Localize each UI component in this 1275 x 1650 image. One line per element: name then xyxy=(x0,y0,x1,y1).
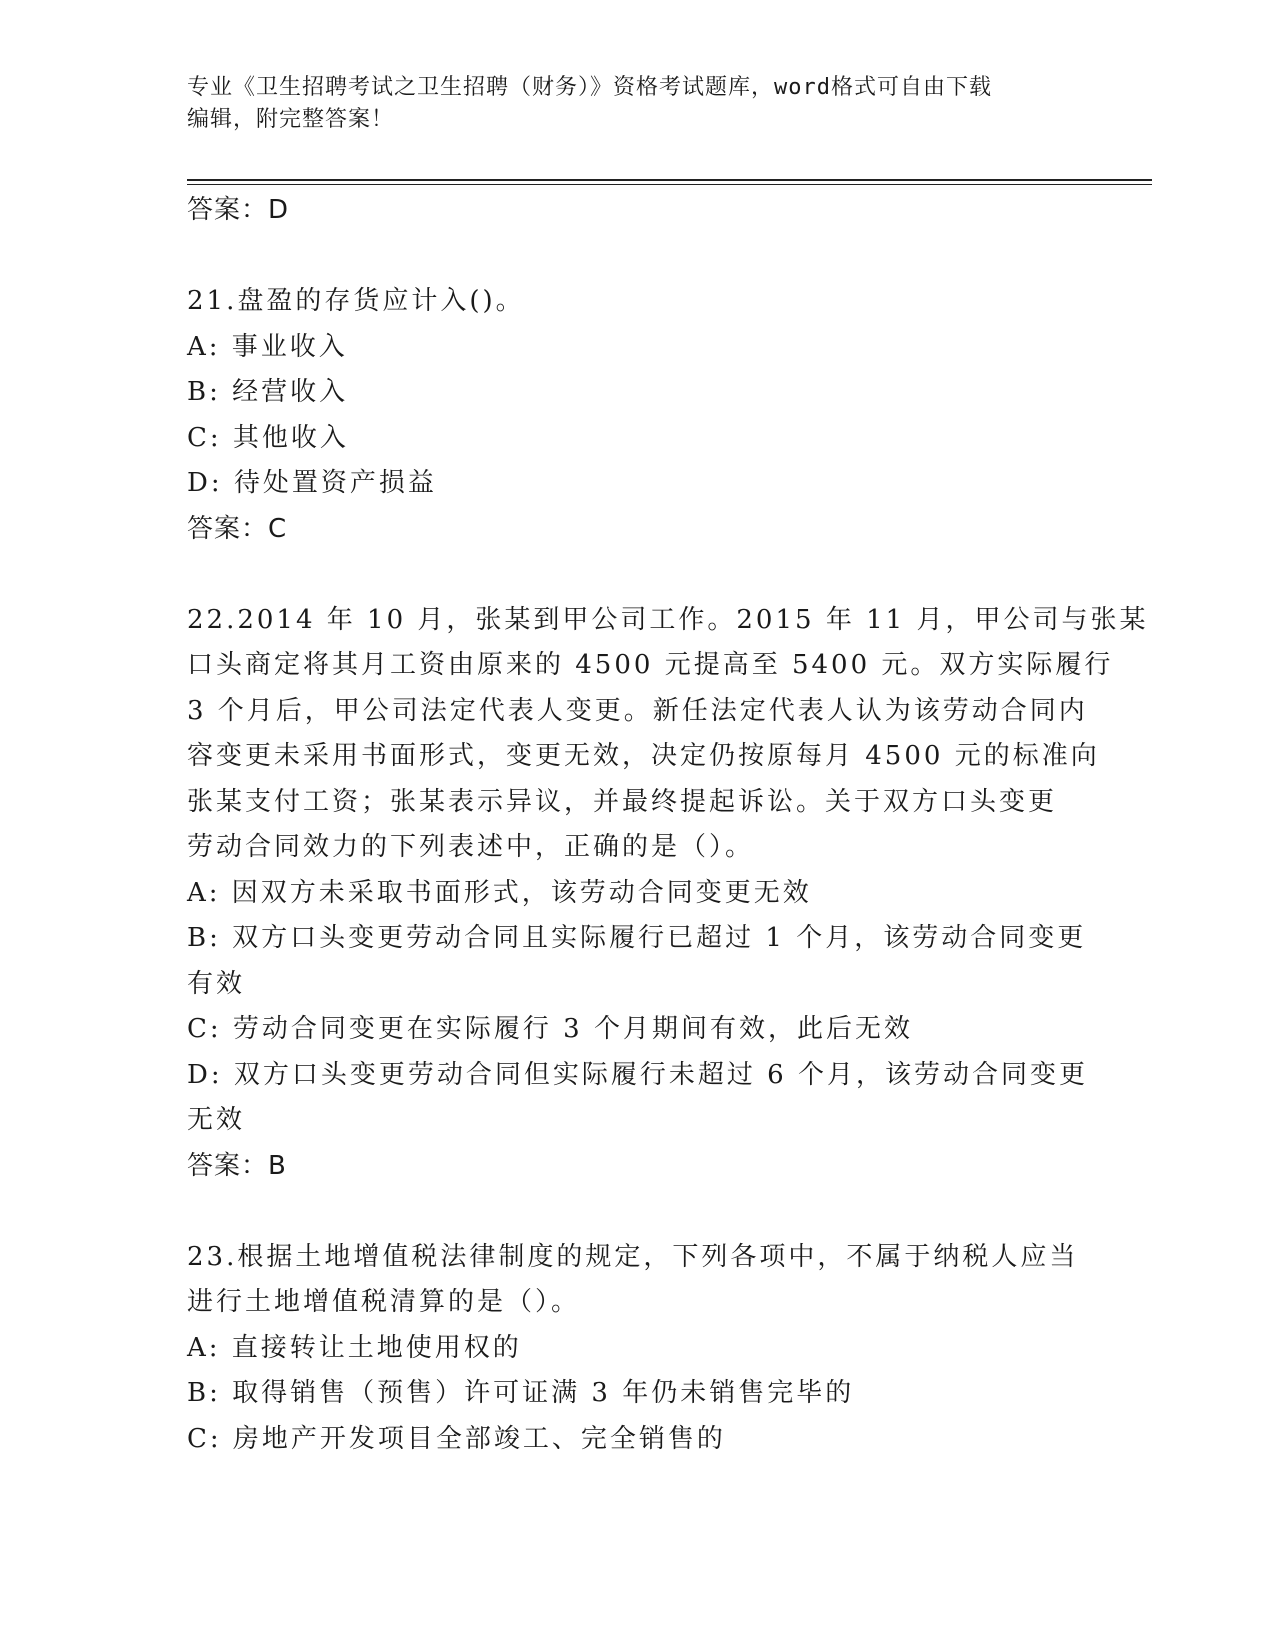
spacer xyxy=(187,552,1087,598)
option-d: D: 双方口头变更劳动合同但实际履行未超过 6 个月，该劳动合同变更 xyxy=(187,1059,1088,1090)
header-line-2: 编辑，附完整答案！ xyxy=(187,107,395,132)
spacer xyxy=(187,234,1087,280)
question-stem-line: 22.2014 年 10 月，张某到甲公司工作。2015 年 11 月，甲公司与张某 xyxy=(187,604,1149,635)
question-stem-line: 口头商定将其月工资由原来的 4500 元提高至 5400 元。双方实际履行 xyxy=(187,650,1114,680)
spacer xyxy=(187,1189,1087,1235)
option-b: B: 双方口头变更劳动合同且实际履行已超过 1 个月，该劳动合同变更 xyxy=(187,923,1087,953)
question-stem-line: 张某支付工资；张某表示异议，并最终提起诉讼。关于双方口头变更 xyxy=(187,786,1058,817)
header-rule-thin xyxy=(187,184,1152,185)
question-23 xyxy=(187,1235,1087,1463)
option-a: A: 因双方未采取书面形式，该劳动合同变更无效 xyxy=(187,877,812,908)
question-stem-line: 3 个月后，甲公司法定代表人变更。新任法定代表人认为该劳动合同内 xyxy=(187,695,1088,726)
answer-line: 答案：C xyxy=(187,513,288,544)
question-stem-line: 劳动合同效力的下列表述中，正确的是（）。 xyxy=(187,832,755,862)
header-rule-thick xyxy=(187,179,1152,181)
option-b: B: 经营收入 xyxy=(187,377,349,407)
option-b: B: 取得销售（预售）许可证满 3 年仍未销售完毕的 xyxy=(187,1378,855,1408)
question-stem-line: 23.根据土地增值税法律制度的规定，下列各项中，不属于纳税人应当 xyxy=(187,1241,1079,1272)
answer-line: 答案：D xyxy=(187,195,290,225)
option-b-continued: 有效 xyxy=(187,968,246,999)
answer-line: 答案：B xyxy=(187,1150,287,1181)
question-stem: 21.盘盈的存货应计入()。 xyxy=(187,286,525,316)
option-d-continued: 无效 xyxy=(187,1105,246,1135)
question-22 xyxy=(187,598,1149,1190)
question-21 xyxy=(187,279,1087,552)
document-body xyxy=(187,188,1149,1462)
option-a: A: 直接转让土地使用权的 xyxy=(187,1332,522,1363)
option-c: C: 劳动合同变更在实际履行 3 个月期间有效，此后无效 xyxy=(187,1014,913,1044)
header-line-1: 专业《卫生招聘考试之卫生招聘（财务）》资格考试题库，word格式可自由下载 xyxy=(187,75,992,100)
option-c: C: 房地产开发项目全部竣工、完全销售的 xyxy=(187,1423,726,1454)
question-stem-line: 容变更未采用书面形式，变更无效，决定仍按原每月 4500 元的标准向 xyxy=(187,741,1100,771)
option-c: C: 其他收入 xyxy=(187,422,349,453)
question-stem-line: 进行土地增值税清算的是（）。 xyxy=(187,1287,581,1317)
option-d: D: 待处置资产损益 xyxy=(187,468,437,498)
document-header xyxy=(187,72,1087,136)
option-a: A: 事业收入 xyxy=(187,331,348,362)
